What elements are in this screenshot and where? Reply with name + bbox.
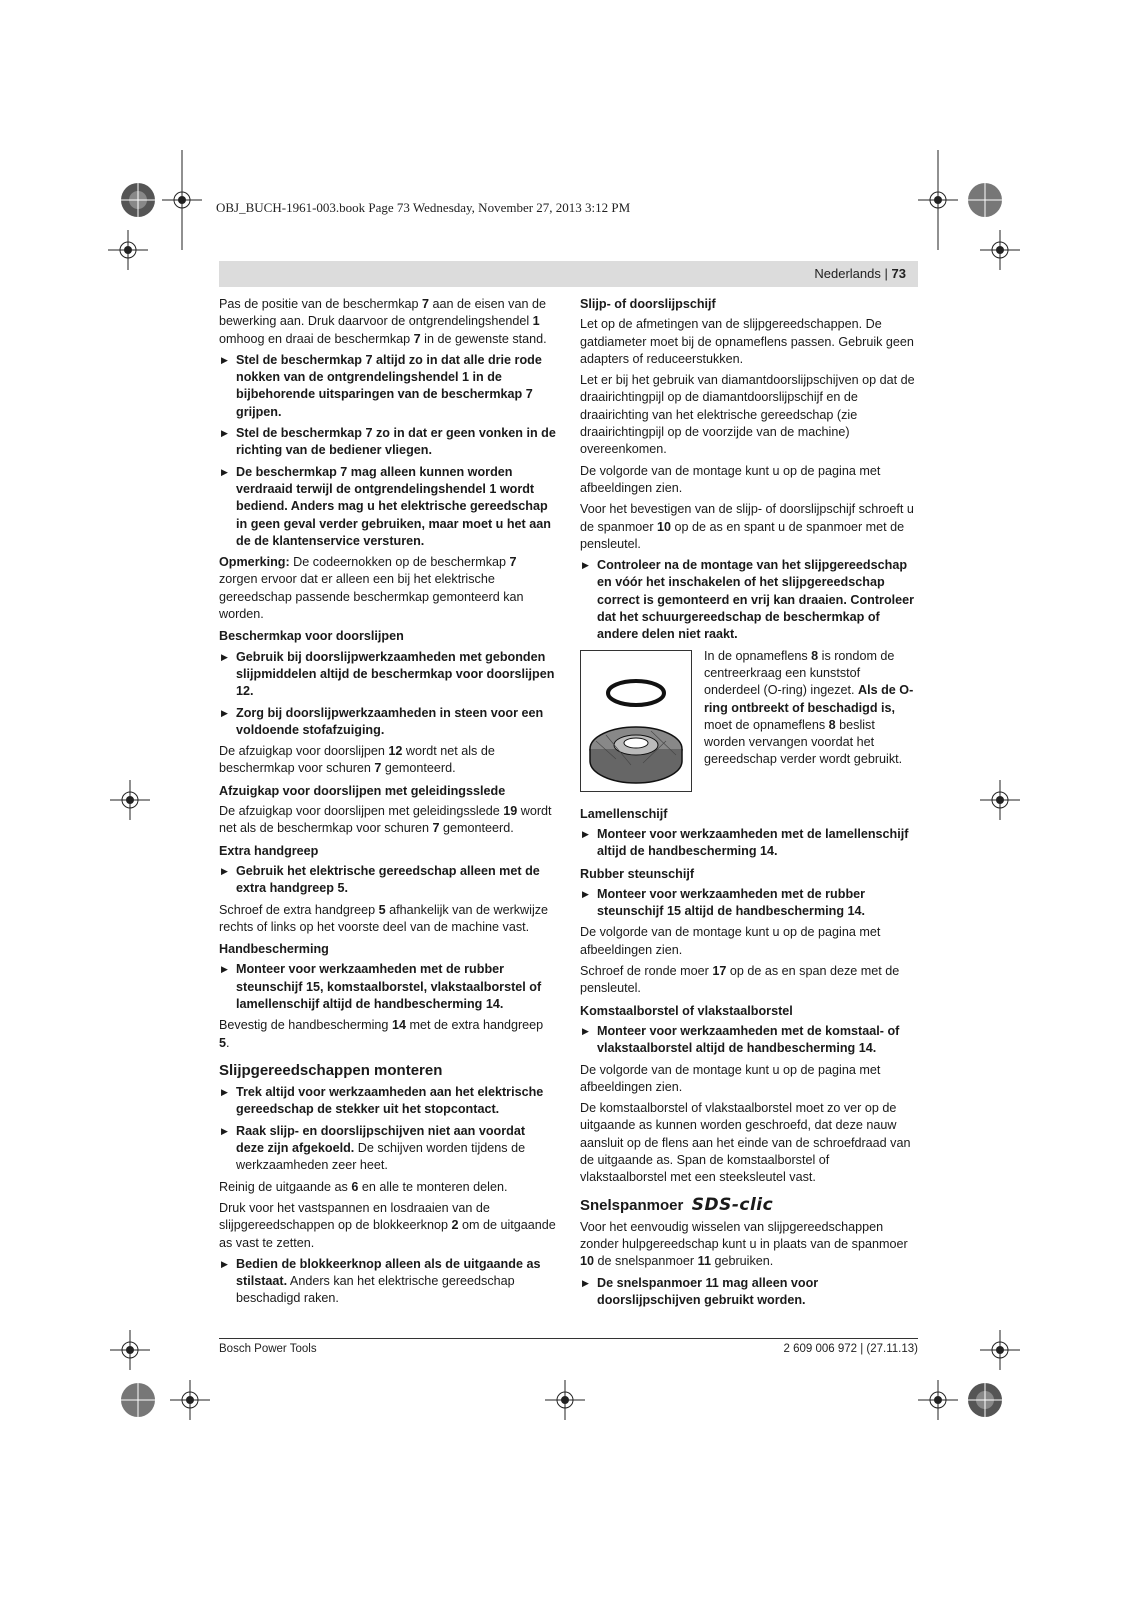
sds-clic-logo: SDS-clic — [691, 1194, 774, 1215]
registration-mark-icon — [965, 1380, 1005, 1420]
paragraph: De volgorde van de montage kunt u op de pagina met afbeeldingen zien. — [580, 1062, 881, 1094]
paragraph: Schroef de extra handgreep 5 afhankelijk van de werkwijze rechts of links op het voorste deel van de machine vast. — [219, 902, 549, 934]
paragraph: Let er bij het gebruik van diamantdoorslijpschijven op dat de draairichtingpijl op de diamantdoorslijpschijf en de draairichting van het elektrische gereedschap (zie draairichtingpijl op de voorzijde van de machine) overeenkomen. — [580, 373, 915, 457]
header-language: Nederlands — [814, 266, 881, 281]
registration-mark-icon — [965, 180, 1005, 220]
page-header — [219, 261, 918, 287]
paragraph: De afzuigkap voor doorslijpen 12 wordt net als de beschermkap voor schuren 7 gemonteerd. — [219, 744, 495, 776]
section-heading: Beschermkap voor doorslijpen — [219, 629, 404, 644]
footer-doc-number: 2 609 006 972 | (27.11.13) — [783, 1343, 918, 1355]
bullet-item: ▶ Trek altijd voor werkzaamheden aan het elektrische gereedschap de stekker uit het stopcontact. — [219, 1084, 556, 1119]
section-heading: Extra handgreep — [219, 843, 319, 858]
paragraph: Druk voor het vastspannen en losdraaien van de slijpgereedschappen op de blokkeerknop 2 om de uitgaande as vast te zetten. — [219, 1200, 556, 1250]
section-heading: Slijp- of doorslijpschijf — [580, 297, 716, 311]
o-ring-figure-block — [580, 648, 918, 792]
crosshair-icon — [980, 1330, 1020, 1370]
crosshair-icon — [110, 1330, 150, 1370]
o-ring-figure — [580, 650, 692, 792]
header-separator: | — [884, 266, 888, 281]
book-info-line: OBJ_BUCH-1961-003.book Page 73 Wednesday, November 27, 2013 3:12 PM — [216, 200, 631, 215]
crosshair-icon — [980, 230, 1020, 270]
bullet-item: ▶ Raak slijp- en doorslijpschijven niet aan voordat deze zijn afgekoeld. De schijven worden tijdens de werkzaamheden zeer heet. — [219, 1123, 556, 1175]
section-heading: Lamellenschijf — [580, 806, 668, 821]
header-text — [814, 266, 906, 281]
o-ring-note: In de opnameflens 8 is rondom de centreerkraag een kunststof onderdeel (O-ring) ingezet. Als de O-ring ontbreekt of beschadigd is, moet de opnameflens 8 beslist worden vervangen voordat het gereedschap verder wordt gebruikt. — [704, 648, 914, 767]
bullet-item: ▶ De snelspanmoer 11 mag alleen voor doorslijpschijven gebruikt worden. — [580, 1275, 918, 1310]
registration-mark-icon — [118, 180, 158, 220]
footer-rule — [219, 1338, 918, 1339]
crosshair-icon — [980, 780, 1020, 820]
paragraph: De afzuigkap voor doorslijpen met geleidingsslede 19 wordt net als de beschermkap voor schuren 7 gemonteerd. — [219, 804, 552, 836]
crosshair-icon — [545, 1380, 585, 1420]
bullet-item: ▶ De beschermkap 7 mag alleen kunnen worden verdraaid terwijl de ontgrendelingshendel 1 wordt bediend. Anders mag u het elektrische gereedschap in geen geval verder gebruiken, maar moet u het aan de de klantenservice versturen. — [219, 464, 556, 550]
crosshair-icon — [162, 150, 202, 250]
bullet-item: ▶ Stel de beschermkap 7 altijd zo in dat alle drie rode nokken van de ontgrendelingshendel 1 in de bijbehorende uitsparingen van de beschermkap 7 grijpen. — [219, 352, 556, 421]
bullet-item: ▶ Gebruik het elektrische gereedschap alleen met de extra handgreep 5. — [219, 863, 556, 898]
right-column — [580, 296, 918, 1313]
crosshair-icon — [918, 1380, 958, 1420]
bullet-item: ▶ Monteer voor werkzaamheden met de rubber steunschijf 15, komstaalborstel, vlakstaalborstel of lamellenschijf altijd de handbescherming 14. — [219, 961, 556, 1013]
paragraph: Reinig de uitgaande as 6 en alle te monteren delen. — [219, 1179, 508, 1194]
paragraph: Voor het bevestigen van de slijp- of doorslijpschijf schroeft u de spanmoer 10 op de as en spant u de spanmoer met de pensleutel. — [580, 502, 914, 551]
bullet-item: ▶ Monteer voor werkzaamheden met de komstaal- of vlakstaalborstel altijd de handbescherming 14. — [580, 1023, 918, 1058]
section-heading: Rubber steunschijf — [580, 866, 695, 881]
bullet-item: ▶ Controleer na de montage van het slijpgereedschap en vóór het inschakelen of het slijpgereedschap correct is gemonteerd en vrij kan draaien. Controleer dat het schuurgereedschap de beschermkap of andere delen niet raakt. — [580, 557, 918, 643]
registration-mark-icon — [118, 1380, 158, 1420]
crosshair-icon — [108, 230, 148, 270]
major-heading: Snelspanmoer SDS-clic — [580, 1194, 774, 1215]
crosshair-icon — [110, 780, 150, 820]
bullet-item: ▶ Gebruik bij doorslijpwerkzaamheden met gebonden slijpmiddelen altijd de beschermkap voor doorslijpen 12. — [219, 649, 556, 701]
crosshair-icon — [918, 150, 958, 250]
footer-brand: Bosch Power Tools — [219, 1343, 317, 1355]
section-heading: Komstaalborstel of vlakstaalborstel — [580, 1003, 793, 1018]
bullet-item: ▶ Monteer voor werkzaamheden met de lamellenschijf altijd de handbescherming 14. — [580, 826, 918, 861]
bullet-item: ▶ Stel de beschermkap 7 zo in dat er geen vonken in de richting van de bediener vliegen. — [219, 425, 556, 460]
o-ring-flange-illustration-icon — [581, 651, 691, 791]
left-column — [219, 296, 556, 1312]
crosshair-icon — [170, 1380, 210, 1420]
note-paragraph: Opmerking: De codeernokken op de beschermkap 7 zorgen ervoor dat er alleen een bij het elektrische gereedschap passende beschermkap gemonteerd kan worden. — [219, 555, 524, 622]
section-heading: Afzuigkap voor doorslijpen met geleidingsslede — [219, 783, 506, 798]
paragraph: De volgorde van de montage kunt u op de pagina met afbeeldingen zien. — [580, 925, 881, 957]
paragraph: Voor het eenvoudig wisselen van slijpgereedschappen zonder hulpgereedschap kunt u in plaats van de spanmoer 10 de snelspanmoer 11 gebruiken. — [580, 1219, 908, 1269]
paragraph: Schroef de ronde moer 17 op de as en span deze met de pensleutel. — [580, 964, 900, 996]
bullet-item: ▶ Bedien de blokkeerknop alleen als de uitgaande as stilstaat. Anders kan het elektrische gereedschap beschadigd raken. — [219, 1256, 556, 1308]
major-heading: Slijpgereedschappen monteren — [219, 1061, 443, 1079]
bullet-item: ▶ Monteer voor werkzaamheden met de rubber steunschijf 15 altijd de handbescherming 14. — [580, 886, 918, 921]
bullet-item: ▶ Zorg bij doorslijpwerkzaamheden in steen voor een voldoende stofafzuiging. — [219, 705, 556, 740]
page-number: 73 — [891, 266, 906, 281]
paragraph: Let op de afmetingen van de slijpgereedschappen. De gatdiameter moet bij de opnameflens passen. Gebruik geen adapters of reduceerstukken. — [580, 317, 914, 366]
paragraph: De komstaalborstel of vlakstaalborstel moet zo ver op de uitgaande as kunnen worden geschroefd, dat deze nauw aansluit op de flens aan het einde van de schroefdraad van de uitgaande as. Span de komstaalborstel of vlakstaalborstel met een steeksleutel vast. — [580, 1101, 911, 1185]
paragraph: Bevestig de handbescherming 14 met de extra handgreep 5. — [219, 1018, 544, 1050]
paragraph: Pas de positie van de beschermkap 7 aan de eisen van de bewerking aan. Druk daarvoor de ontgrendelingshendel 1 omhoog en draai de beschermkap 7 in de gewenste stand. — [219, 297, 547, 346]
section-heading: Handbescherming — [219, 942, 329, 957]
paragraph: De volgorde van de montage kunt u op de pagina met afbeeldingen zien. — [580, 463, 881, 495]
